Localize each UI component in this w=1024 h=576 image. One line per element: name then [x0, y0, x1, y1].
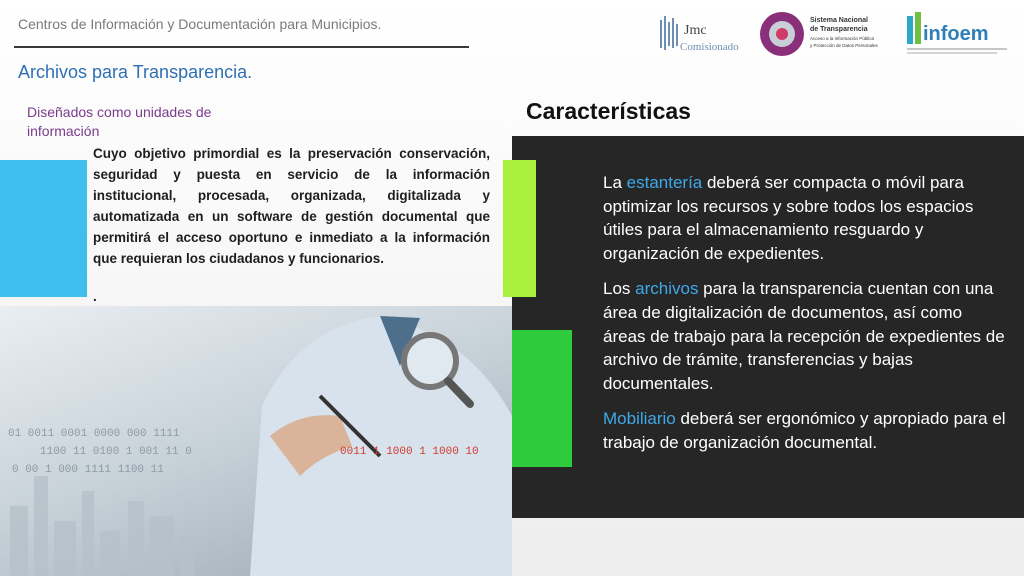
designed-label: Diseñados como unidades de información — [27, 104, 212, 139]
body-dot: . — [93, 289, 97, 304]
photo-illustration — [0, 306, 512, 576]
blue-accent-bar — [0, 160, 87, 297]
snt-line2: de Transparencia — [810, 26, 868, 33]
snt-line1: Sistema Nacional — [810, 17, 868, 24]
text-segment: deberá ser ergonómico y apropiado para el trabajo de organización documental. — [603, 409, 1006, 452]
binary-row: 0 00 1 000 1111 1100 11 — [12, 464, 164, 476]
text-segment: La — [603, 173, 627, 192]
text-segment: deberá ser compacta o móvil para optimizar los recursos y sobre todos los espacios útiles para el almacenamiento resguardo y organización de expedientes. — [603, 173, 974, 263]
snt-line3: Acceso a la Información Pública — [810, 36, 875, 41]
infoem-logo — [903, 10, 1013, 58]
logo-strip — [658, 10, 1018, 58]
characteristic-archives — [603, 277, 1008, 395]
characteristics-list — [603, 171, 1008, 467]
hero-photo — [0, 306, 512, 576]
highlight-mobiliario: Mobiliario — [603, 409, 676, 429]
snt-line4: y Protección de Datos Personales — [810, 43, 878, 48]
jmc-name: Jmc — [684, 23, 707, 38]
body-paragraph: Cuyo objetivo primordial es la preservación conservación, seguridad y puesta en servicio de la información institucional, procesada, organizada, digitalizada y automatizada en un software de gestión documental que permitirá el acceso oportuno e inmediato a la información que requieran los ciudadanos y funcionarios. — [93, 146, 490, 266]
text-segment: para la transparencia cuentan con una área de digitalización de documentos, así como áreas de trabajo para la recepción de expedientes de archivo de trámite, transferencias y bajas documentales. — [603, 279, 1005, 393]
green-accent-bar — [512, 330, 572, 467]
header-divider — [14, 46, 469, 48]
binary-row: 1100 11 0100 1 001 11 0 — [40, 446, 192, 458]
text-segment: Los — [603, 279, 636, 299]
slide-subtitle: Archivos para Transparencia. — [18, 62, 253, 82]
jmc-logo — [658, 10, 748, 58]
infoem-name: infoem — [923, 23, 989, 45]
highlight-archivos: archivos — [635, 279, 699, 299]
characteristics-heading: Características — [526, 98, 691, 124]
snt-logo — [758, 10, 888, 58]
binary-row: 01 0011 0001 0000 000 1111 — [8, 428, 180, 440]
lime-accent-bar — [503, 160, 536, 297]
header-title: Centros de Información y Documentación para Municipios. — [18, 16, 382, 32]
characteristic-shelving — [603, 171, 1008, 265]
characteristic-furniture — [603, 407, 1008, 454]
jmc-sub: Comisionado — [680, 41, 739, 53]
highlight-estanteria: estantería — [626, 173, 703, 192]
red-code-text: 0011 1 1000 1 1000 10 — [340, 446, 479, 458]
